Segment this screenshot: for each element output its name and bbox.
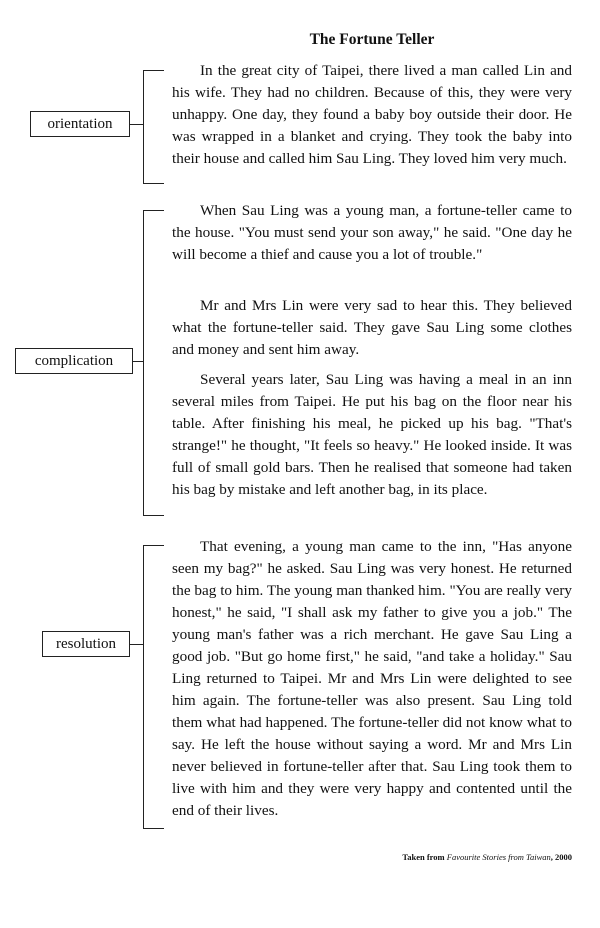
stage-label-resolution: resolution: [42, 631, 130, 657]
paragraph-complication-2: Mr and Mrs Lin were very sad to hear this. They believed what the fortune-teller said. They gave Sau Ling some clothes and money and sent him away.: [172, 297, 572, 358]
stage-label-complication: complication: [15, 348, 133, 374]
credit-prefix: Taken from: [402, 852, 445, 862]
paragraph-complication-3: Several years later, Sau Ling was having a meal in an inn several miles from Taipei. He put his bag on the floor near his table. After finishing his meal, he picked up his bag. "That's strange!" he thought, "It feels so heavy." He looked inside. It was full of small gold bars. Then he realised that someone had taken his bag by mistake and left another bag, in its place.: [172, 371, 572, 498]
paragraph-resolution: That evening, a young man came to the inn, "Has anyone seen my bag?" he asked. Sau Ling was very honest. He returned the bag to him. The young man thanked him. "You are really very honest," he said, "I shall ask my father to give you a job." The young man's father was a rich merchant. He gave Sau Ling a good job. "But go home first," he said, "and take a holiday." Sau Ling returned to Taipei. Mr and Mrs Lin were delighted to see him again. The fortune-teller was also present. Sau Ling told them what had happened. The fortune-teller did not know what to say. He left the house without saying a word. Mr and Mrs Lin never believed in fortune-teller after that. Sau Ling took them to live with him and they were very happy and contented until the end of their lives.: [172, 538, 572, 819]
credit-year: , 2000: [550, 852, 572, 862]
resolution-bracket: [143, 545, 164, 829]
source-credit: [402, 852, 572, 862]
orientation-bracket: [143, 70, 164, 184]
stage-label-orientation: orientation: [30, 111, 130, 137]
paragraph-orientation: In the great city of Taipei, there lived a man called Lin and his wife. They had no children. Because of this, they were very unhappy. One day, they found a baby boy outside their door. He was wrapped in a blanket and crying. They took the baby into their house and called him Sau Ling. They loved him very much.: [172, 62, 572, 167]
orientation-connector: [128, 124, 143, 125]
document-title: The Fortune Teller: [309, 31, 435, 48]
resolution-connector: [128, 644, 143, 645]
credit-source: Favourite Stories from Taiwan: [446, 852, 551, 862]
complication-bracket: [143, 210, 164, 516]
paragraph-complication-1: When Sau Ling was a young man, a fortune-teller came to the house. "You must send your son away," he said. "One day he will become a thief and cause you a lot of trouble.": [172, 202, 572, 263]
